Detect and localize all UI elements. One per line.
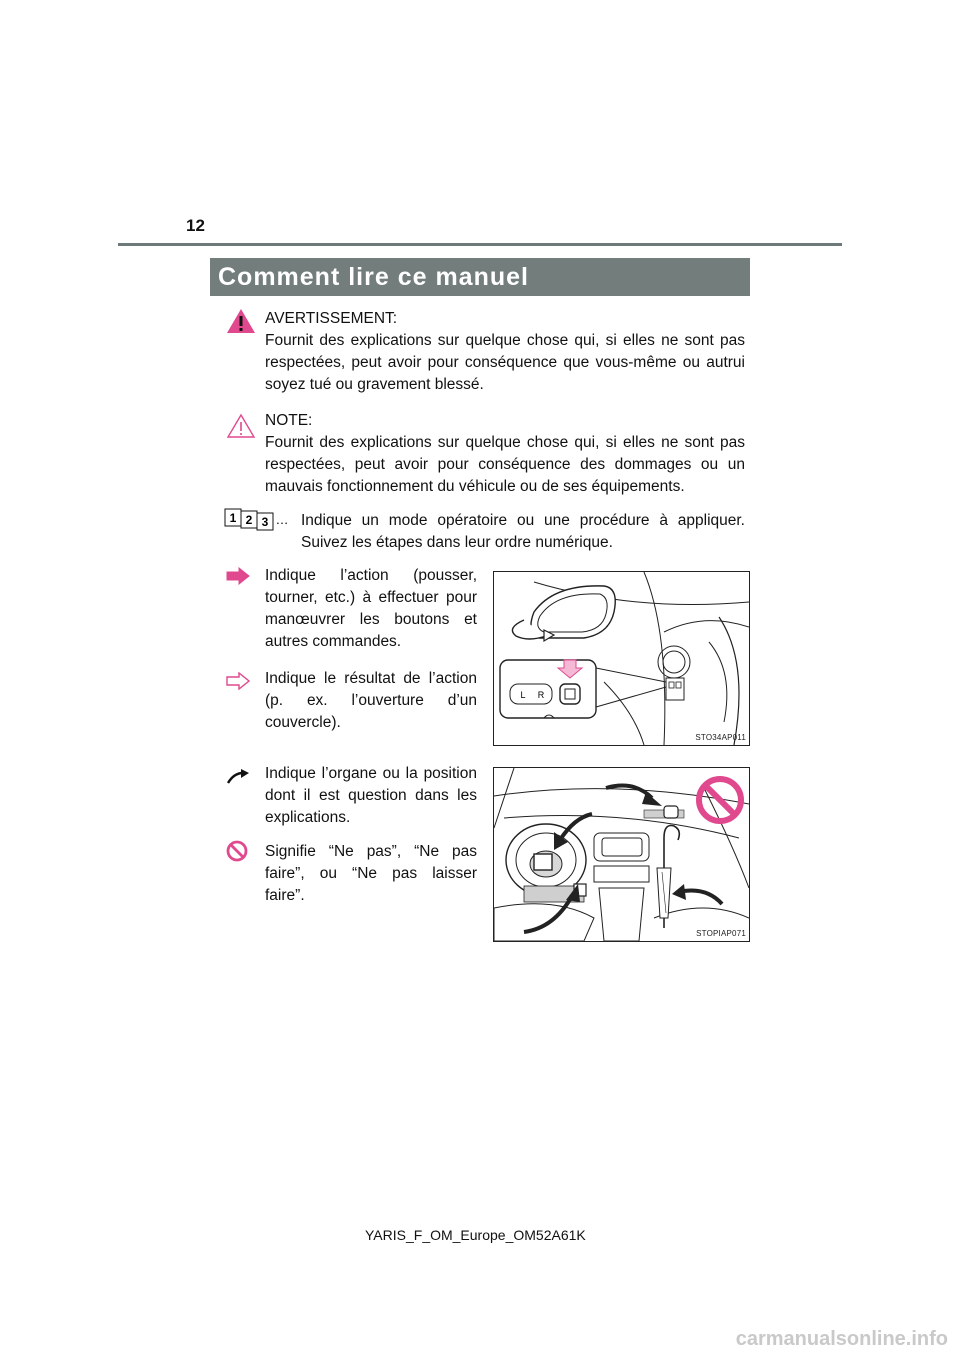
outline-arrow-icon: [226, 672, 250, 690]
result-text: Indique le résultat de l’action (p. ex. l’ouverture d’un couvercle).: [265, 670, 477, 731]
warning-label: AVERTISSEMENT:: [265, 310, 398, 327]
step-number-2: 2: [245, 513, 253, 527]
mirror-figure-code: STO34AP011: [695, 733, 746, 742]
notice-block: [265, 410, 745, 498]
prohibited-text: Signifie “Ne pas”, “Ne pas faire”, ou “Ne pas laisser faire”.: [265, 843, 477, 904]
curved-arrow-icon: [226, 768, 250, 784]
prohibited-circle-icon: [226, 840, 248, 862]
dashboard-illustration: [494, 768, 749, 941]
dashboard-prohibited-figure: [493, 767, 750, 942]
component-text: Indique l’organe ou la position dont il est question dans les explications.: [265, 765, 477, 826]
top-rule: [118, 243, 842, 246]
step-number-1: 1: [229, 511, 237, 525]
action-text: Indique l’action (pousser, tourner, etc.) à effectuer pour manœuvrer les boutons et autres commandes.: [265, 567, 477, 650]
steps-text: Indique un mode opératoire ou une procédure à appliquer. Suivez les étapes dans leur ordre numérique.: [301, 512, 745, 551]
step-numbers-icon: [224, 507, 290, 531]
footer-doc-id: YARIS_F_OM_Europe_OM52A61K: [365, 1227, 586, 1243]
section-title: Comment lire ce manuel: [210, 258, 750, 296]
notice-text: Fournit des explications sur quelque chose qui, si elles ne sont pas respectées, peut avoir pour conséquence des dommages ou un mauvais fonctionnement du véhicule ou de ses équipements.: [265, 434, 745, 495]
switch-right-label: R: [537, 690, 545, 700]
warning-text: Fournit des explications sur quelque chose qui, si elles ne sont pas respectées, peut avoir pour conséquence que vous-même ou autrui soyez tué ou gravement blessé.: [265, 332, 745, 393]
notice-label: NOTE:: [265, 412, 313, 429]
warning-block: [265, 308, 745, 396]
mirror-adjust-figure: [493, 571, 750, 746]
dashboard-figure-code: STOPIAP071: [696, 929, 746, 938]
mirror-illustration: [494, 572, 749, 745]
switch-left-label: L: [520, 690, 526, 700]
step-number-3: 3: [261, 515, 269, 529]
filled-arrow-icon: [226, 567, 250, 585]
page-number: 12: [186, 216, 205, 235]
warning-triangle-filled-icon: [226, 308, 256, 334]
step-ellipsis: …: [275, 512, 289, 527]
notice-triangle-outline-icon: [226, 413, 256, 439]
watermark: carmanualsonline.info: [735, 1328, 948, 1350]
